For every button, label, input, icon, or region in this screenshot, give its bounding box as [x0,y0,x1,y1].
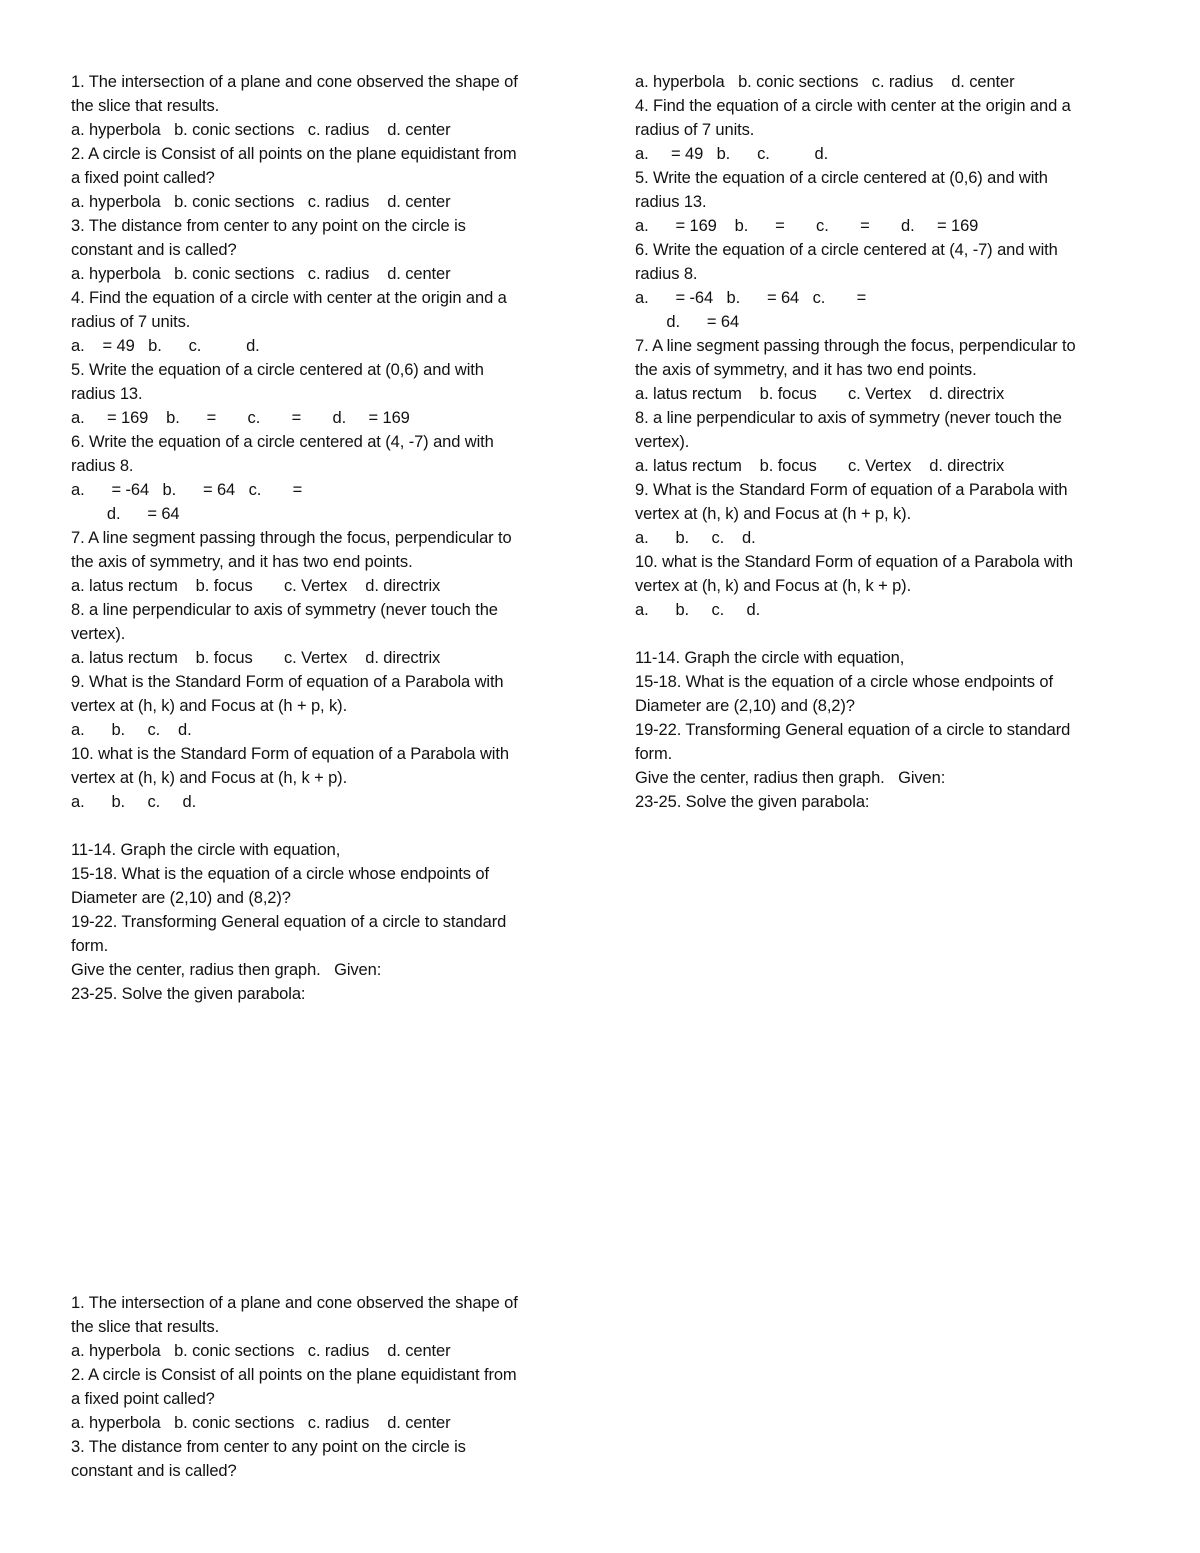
answer-choices: a. latus rectum b. focus c. Vertex d. directrix [635,457,1005,475]
left-column [71,70,576,1006]
blank-line [635,622,1140,646]
answer-choices: d. = 64 [71,505,180,523]
text-line: vertex). [71,625,126,643]
answer-choices: a. hyperbola b. conic sections c. radius d. center [71,121,451,139]
text-line: 10. what is the Standard Form of equation of a Parabola with [71,745,509,763]
text-line: 11-14. Graph the circle with equation, [635,649,905,667]
text-line: the axis of symmetry, and it has two end points. [71,553,413,571]
text-line: vertex at (h, k) and Focus at (h, k + p). [635,577,912,595]
answer-choices: a. b. c. d. [71,793,197,811]
text-line: constant and is called? [71,241,237,259]
text-line: 15-18. What is the equation of a circle whose endpoints of [635,673,1053,691]
text-line: vertex at (h, k) and Focus at (h + p, k). [635,505,912,523]
text-line: 4. Find the equation of a circle with center at the origin and a [71,289,507,307]
text-line: vertex at (h, k) and Focus at (h + p, k). [71,697,348,715]
answer-choices: a. b. c. d. [71,721,192,739]
text-line: 7. A line segment passing through the focus, perpendicular to [635,337,1076,355]
text-line: 19-22. Transforming General equation of a circle to standard [635,721,1071,739]
text-line: radius of 7 units. [635,121,755,139]
answer-choices: a. b. c. d. [635,601,761,619]
answer-choices: a. = -64 b. = 64 c. = [635,289,867,307]
text-line: constant and is called? [71,1462,237,1480]
text-line: 9. What is the Standard Form of equation of a Parabola with [71,673,504,691]
answer-choices: a. latus rectum b. focus c. Vertex d. directrix [635,385,1005,403]
text-line: 1. The intersection of a plane and cone observed the shape of [71,1294,518,1312]
answer-choices: a. hyperbola b. conic sections c. radius d. center [71,193,451,211]
answer-choices: d. = 64 [635,313,740,331]
text-line: 11-14. Graph the circle with equation, [71,841,341,859]
answer-choices: a. = 169 b. = c. = d. = 169 [71,409,410,427]
text-line: Give the center, radius then graph. Given: [635,769,946,787]
answer-choices: a. = -64 b. = 64 c. = [71,481,303,499]
answer-choices: a. = 49 b. c. d. [71,337,260,355]
text-line: form. [635,745,673,763]
text-line: a fixed point called? [71,169,215,187]
right-column [635,70,1140,814]
text-line: 1. The intersection of a plane and cone observed the shape of [71,73,518,91]
text-line: 2. A circle is Consist of all points on the plane equidistant from [71,145,517,163]
blank-line [71,814,576,838]
text-line: the slice that results. [71,97,220,115]
text-line: 15-18. What is the equation of a circle whose endpoints of [71,865,489,883]
text-line: 8. a line perpendicular to axis of symmetry (never touch the [635,409,1062,427]
text-line: vertex). [635,433,690,451]
text-line: 3. The distance from center to any point on the circle is [71,1438,466,1456]
text-line: form. [71,937,109,955]
text-line: vertex at (h, k) and Focus at (h, k + p). [71,769,348,787]
answer-choices: a. latus rectum b. focus c. Vertex d. directrix [71,649,441,667]
text-line: 10. what is the Standard Form of equation of a Parabola with [635,553,1073,571]
text-line: the axis of symmetry, and it has two end points. [635,361,977,379]
text-line: Diameter are (2,10) and (8,2)? [635,697,855,715]
answer-choices: a. hyperbola b. conic sections c. radius d. center [71,265,451,283]
text-line: Give the center, radius then graph. Given: [71,961,382,979]
answer-choices: a. = 169 b. = c. = d. = 169 [635,217,979,235]
text-line: 9. What is the Standard Form of equation of a Parabola with [635,481,1068,499]
answer-choices: a. hyperbola b. conic sections c. radius d. center [635,73,1015,91]
answer-choices: a. latus rectum b. focus c. Vertex d. directrix [71,577,441,595]
text-line: the slice that results. [71,1318,220,1336]
text-line: 3. The distance from center to any point on the circle is [71,217,466,235]
text-line: a fixed point called? [71,1390,215,1408]
text-line: 23-25. Solve the given parabola: [635,793,870,811]
answer-choices: a. hyperbola b. conic sections c. radius d. center [71,1414,451,1432]
answer-choices: a. = 49 b. c. d. [635,145,829,163]
text-line: 4. Find the equation of a circle with center at the origin and a [635,97,1071,115]
text-line: radius 8. [635,265,698,283]
text-line: radius 13. [635,193,707,211]
bottom-column [71,1291,576,1483]
text-line: 5. Write the equation of a circle centered at (0,6) and with [635,169,1048,187]
text-line: 23-25. Solve the given parabola: [71,985,306,1003]
text-line: 6. Write the equation of a circle centered at (4, -7) and with [71,433,494,451]
text-line: 19-22. Transforming General equation of a circle to standard [71,913,507,931]
answer-choices: a. hyperbola b. conic sections c. radius d. center [71,1342,451,1360]
text-line: radius of 7 units. [71,313,191,331]
text-line: 5. Write the equation of a circle centered at (0,6) and with [71,361,484,379]
text-line: Diameter are (2,10) and (8,2)? [71,889,291,907]
text-line: 7. A line segment passing through the focus, perpendicular to [71,529,512,547]
text-line: radius 13. [71,385,143,403]
text-line: radius 8. [71,457,134,475]
answer-choices: a. b. c. d. [635,529,756,547]
text-line: 8. a line perpendicular to axis of symmetry (never touch the [71,601,498,619]
text-line: 6. Write the equation of a circle centered at (4, -7) and with [635,241,1058,259]
text-line: 2. A circle is Consist of all points on the plane equidistant from [71,1366,517,1384]
